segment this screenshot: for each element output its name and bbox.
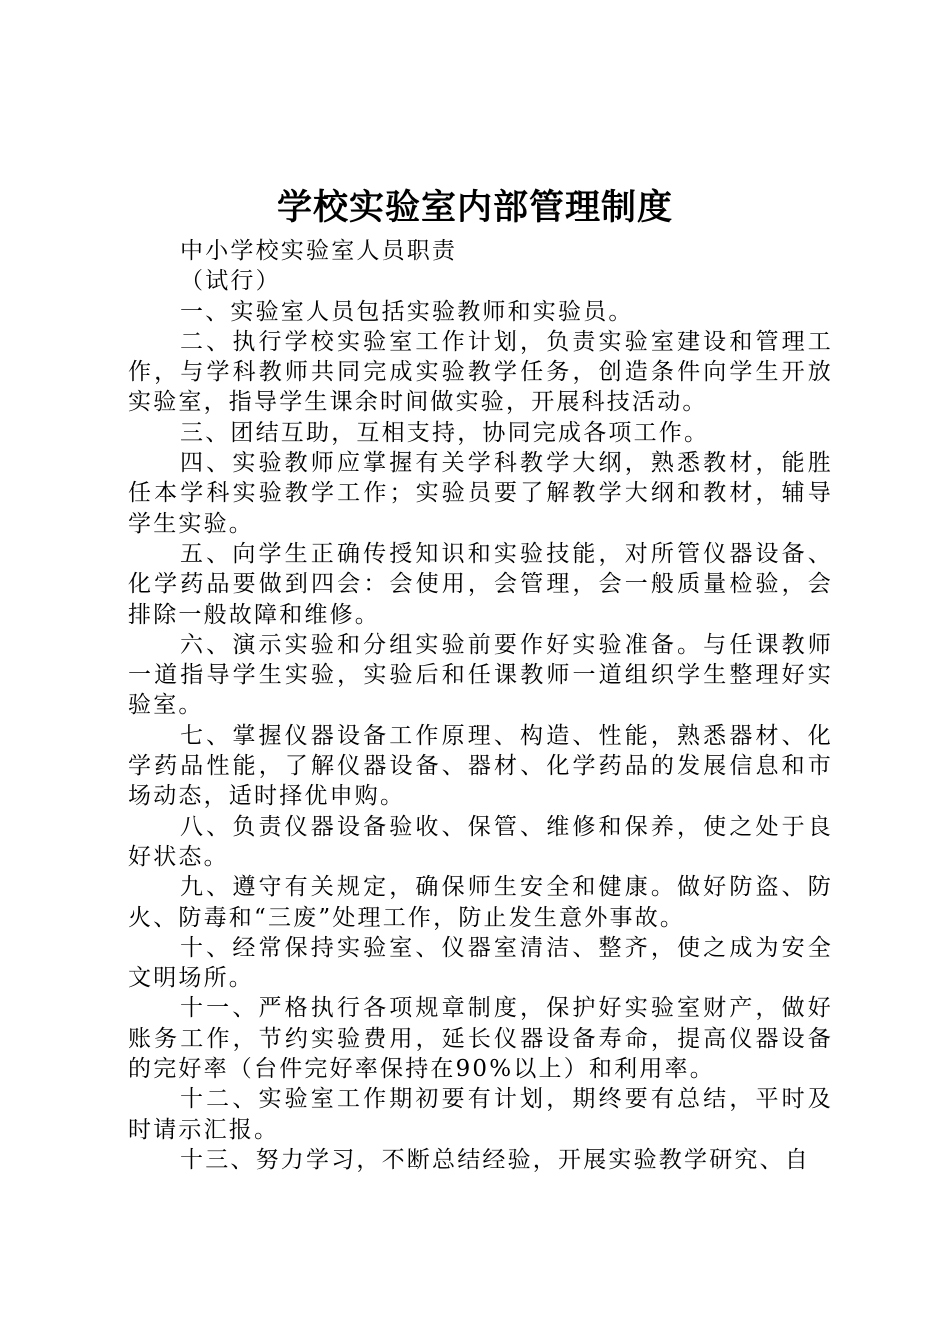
- document-body: [128, 236, 833, 1175]
- paragraph-item-6: 六、演示实验和分组实验前要作好实验准备。与任课教师一道指导学生实验，实验后和任课教师一道组织学生整理好实验室。: [128, 631, 833, 719]
- paragraph-item-12: 十二、实验室工作期初要有计划，期终要有总结，平时及时请示汇报。: [128, 1086, 833, 1143]
- paragraph-item-4: 四、实验教师应掌握有关学科教学大纲，熟悉教材，能胜任本学科实验教学工作；实验员要了解教学大纲和教材，辅导学生实验。: [128, 450, 833, 537]
- paragraph-item-7: 七、掌握仪器设备工作原理、构造、性能，熟悉器材、化学药品性能，了解仪器设备、器材、化学药品的发展信息和市场动态，适时择优申购。: [128, 722, 833, 810]
- paragraph-item-11: 十一、严格执行各项规章制度，保护好实验室财产，做好账务工作，节约实验费用，延长仪器设备寿命，提高仪器设备的完好率（台件完好率保持在90%以上）和利用率。: [128, 995, 833, 1083]
- paragraph-trial-note: （试行）: [180, 268, 281, 295]
- paragraph-item-13: 十三、努力学习，不断总结经验，开展实验教学研究、自: [180, 1146, 810, 1173]
- paragraph-item-2: 二、执行学校实验室工作计划，负责实验室建设和管理工作，与学科教师共同完成实验教学任务，创造条件向学生开放实验室，指导学生课余时间做实验，开展科技活动。: [128, 328, 833, 416]
- paragraph-item-10: 十、经常保持实验室、仪器室清洁、整齐，使之成为安全文明场所。: [128, 934, 833, 992]
- paragraph-item-9: 九、遵守有关规定，确保师生安全和健康。做好防盗、防火、防毒和“三废”处理工作，防止发生意外事故。: [128, 874, 833, 931]
- paragraph-item-5: 五、向学生正确传授知识和实验技能，对所管仪器设备、化学药品要做到四会：会使用，会管理，会一般质量检验，会排除一般故障和维修。: [128, 540, 833, 628]
- paragraph-item-3: 三、团结互助，互相支持，协同完成各项工作。: [180, 419, 710, 446]
- paragraph-item-1: 一、实验室人员包括实验教师和实验员。: [180, 298, 634, 325]
- document-title: 学校实验室内部管理制度: [276, 187, 673, 228]
- paragraph-subtitle: 中小学校实验室人员职责: [180, 238, 458, 264]
- paragraph-item-8: 八、负责仪器设备验收、保管、维修和保养，使之处于良好状态。: [128, 813, 833, 870]
